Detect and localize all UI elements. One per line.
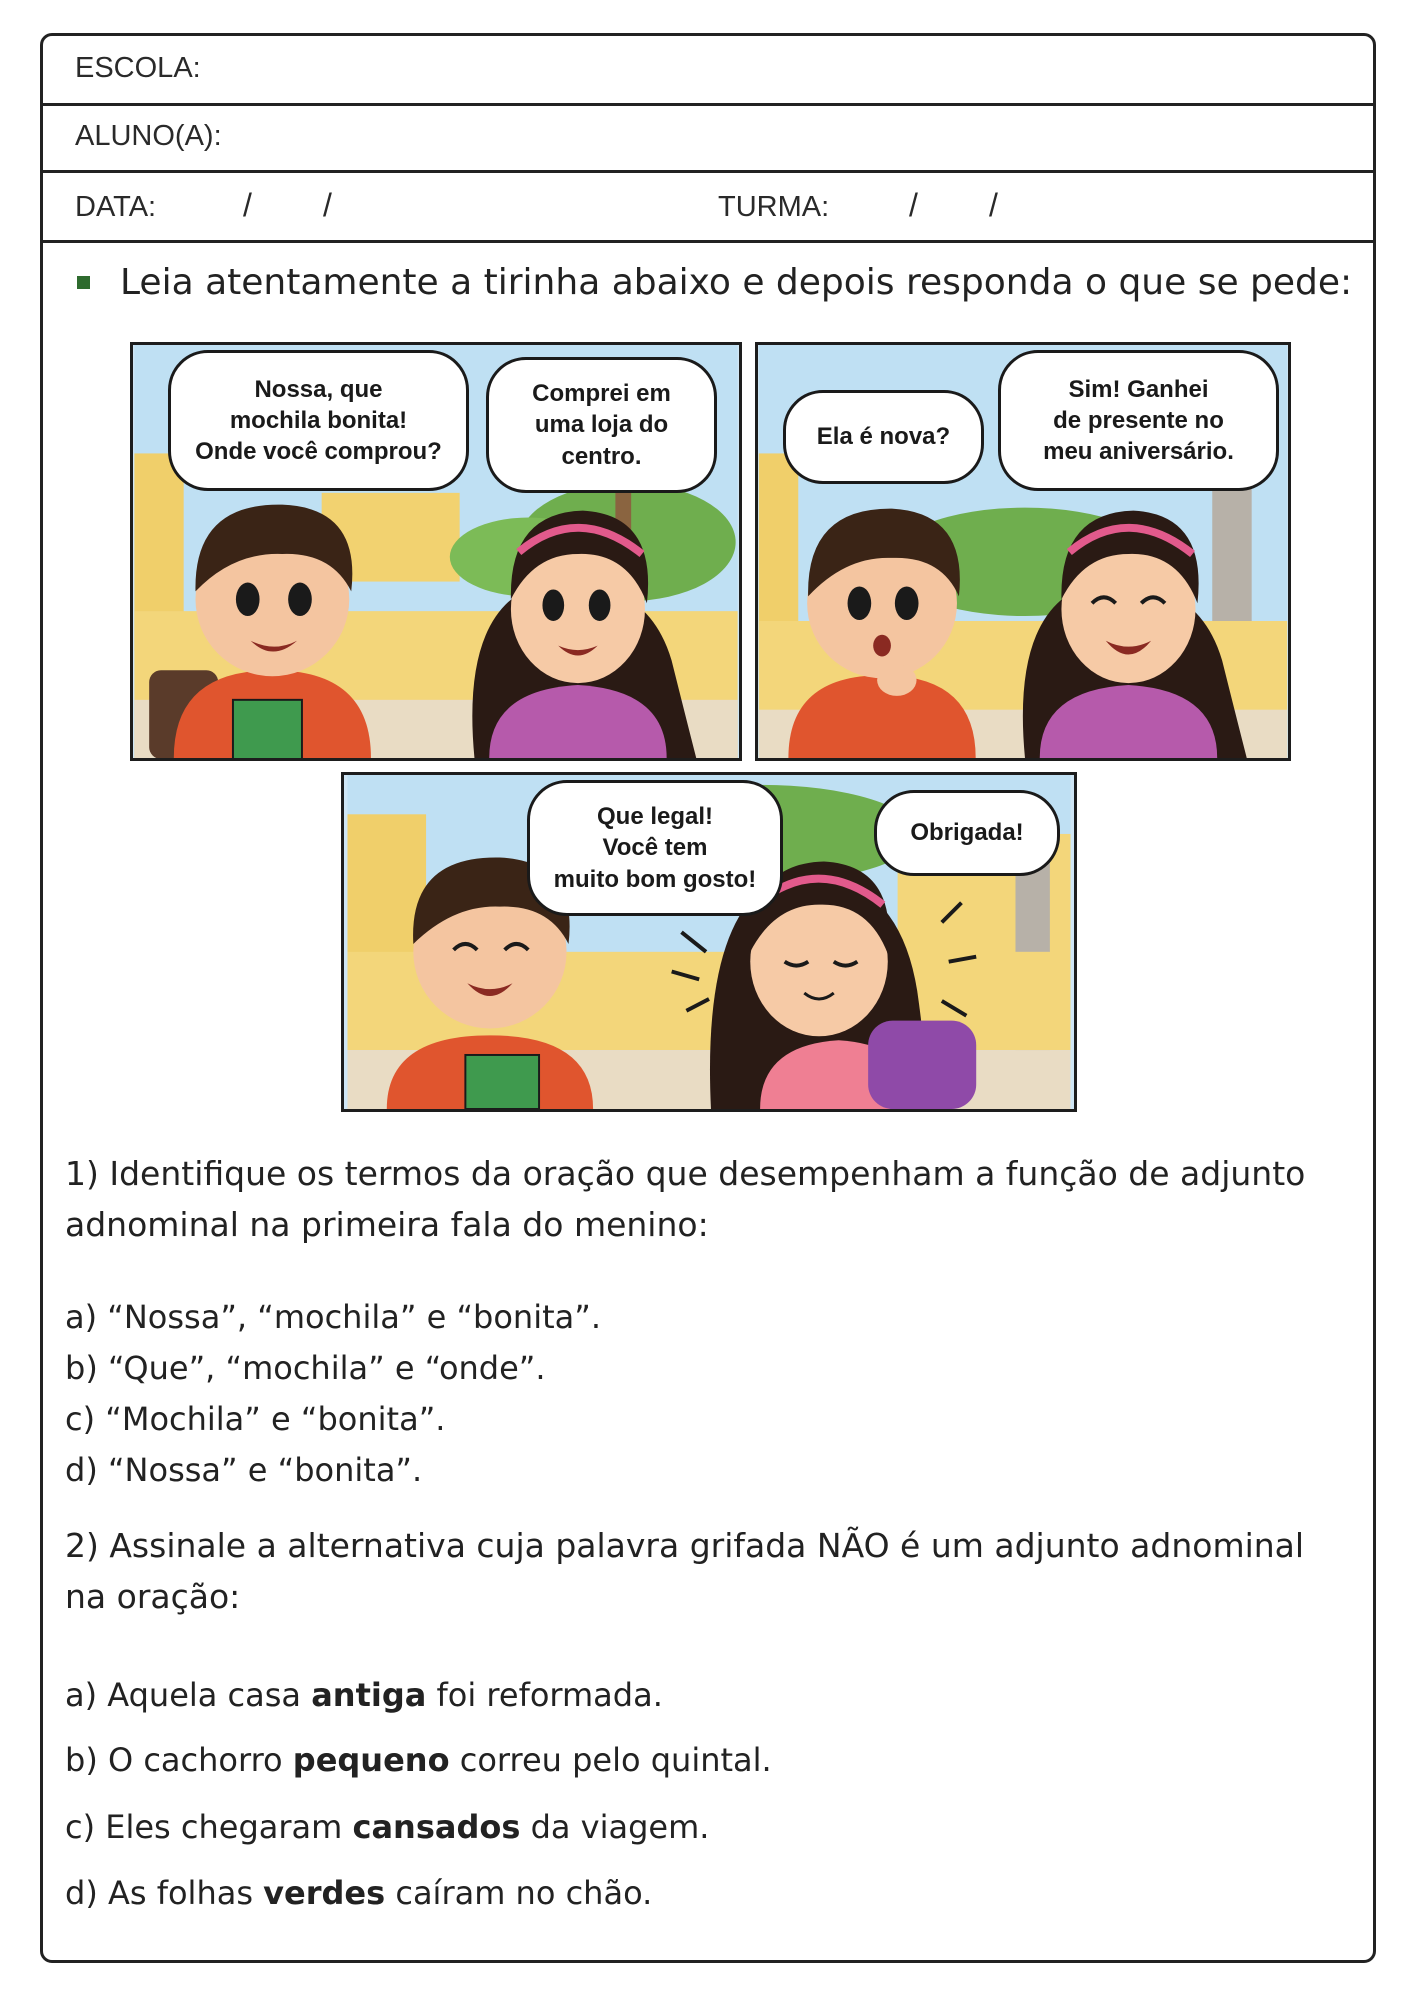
q2-option-a[interactable] — [65, 1676, 663, 1714]
question-2-line-1: 2) Assinale a alternativa cuja palavra grifada NÃO é um adjunto adnominal — [65, 1526, 1305, 1565]
bubble-line: uma loja do — [534, 411, 669, 439]
option-text: a) Aquela casa — [65, 1676, 312, 1714]
speech-bubble-boy-2 — [783, 390, 984, 484]
turma-label: TURMA: — [718, 191, 830, 223]
bubble-line: Ela é nova? — [816, 423, 951, 451]
option-text: da viagem. — [520, 1808, 710, 1846]
escola-label: ESCOLA: — [75, 52, 201, 84]
option-text: foi reformada. — [426, 1676, 663, 1714]
option-text: b) O cachorro — [65, 1741, 293, 1779]
bubble-line: Onde você comprou? — [195, 438, 442, 466]
bubble-line: Que legal! — [596, 803, 714, 831]
option-text: d) As folhas — [65, 1874, 264, 1912]
q2-option-b[interactable] — [65, 1741, 772, 1779]
bubble-line: Comprei em — [532, 380, 671, 408]
aluno-row — [43, 106, 1373, 173]
bubble-line: mochila bonita! — [229, 406, 408, 434]
q1-option-a[interactable]: a) “Nossa”, “mochila” e “bonita”. — [65, 1298, 601, 1336]
data-slashes: / / — [243, 187, 332, 223]
speech-bubble-girl-3 — [874, 790, 1060, 876]
speech-bubble-boy-3 — [527, 780, 783, 916]
option-text: c) Eles chegaram — [65, 1808, 353, 1846]
aluno-label: ALUNO(A): — [75, 120, 222, 152]
speech-bubble-girl-1 — [486, 357, 717, 493]
question-2 — [65, 1520, 1304, 1622]
data-turma-row — [43, 173, 1373, 243]
bubble-line: Nossa, que — [254, 375, 383, 403]
underlined-word: pequeno — [292, 1741, 450, 1779]
underlined-word: verdes — [263, 1874, 386, 1912]
q1-option-c[interactable]: c) “Mochila” e “bonita”. — [65, 1400, 446, 1438]
comic-panel-1 — [130, 342, 742, 761]
question-1-line-1: 1) Identifique os termos da oração que desempenham a função de adjunto — [65, 1154, 1306, 1193]
question-1-line-2: adnominal na primeira fala do menino: — [65, 1205, 709, 1245]
bubble-line: de presente no — [1053, 406, 1224, 434]
q1-option-b[interactable]: b) “Que”, “mochila” e “onde”. — [65, 1349, 546, 1387]
speech-bubble-boy-1 — [168, 350, 469, 491]
q2-option-c[interactable] — [65, 1808, 709, 1846]
bubble-line: meu aniversário. — [1043, 438, 1234, 466]
bubble-line: centro. — [561, 442, 642, 470]
instruction-text: Leia atentamente a tirinha abaixo e depois responda o que se pede: — [120, 262, 1353, 303]
escola-row — [43, 36, 1373, 106]
comic-panel-2 — [755, 342, 1291, 761]
option-text: caíram no chão. — [385, 1874, 653, 1912]
bullet-icon — [77, 276, 90, 289]
comic-panel-3 — [341, 772, 1077, 1112]
worksheet — [40, 33, 1376, 1963]
instruction — [77, 262, 1352, 303]
bubble-line: muito bom gosto! — [553, 865, 757, 893]
question-2-line-2: na oração: — [65, 1577, 241, 1617]
bubble-line: Obrigada! — [910, 819, 1024, 847]
bubble-line: Você tem — [602, 834, 708, 862]
question-1 — [65, 1148, 1305, 1250]
underlined-word: cansados — [352, 1808, 521, 1846]
underlined-word: antiga — [311, 1676, 427, 1714]
data-label: DATA: — [75, 191, 157, 223]
speech-bubble-girl-2 — [998, 350, 1279, 491]
option-text: correu pelo quintal. — [449, 1741, 772, 1779]
q2-option-d[interactable] — [65, 1874, 652, 1912]
q1-option-d[interactable]: d) “Nossa” e “bonita”. — [65, 1451, 423, 1489]
turma-slashes: / / — [909, 187, 998, 223]
bubble-line: Sim! Ganhei — [1068, 375, 1209, 403]
